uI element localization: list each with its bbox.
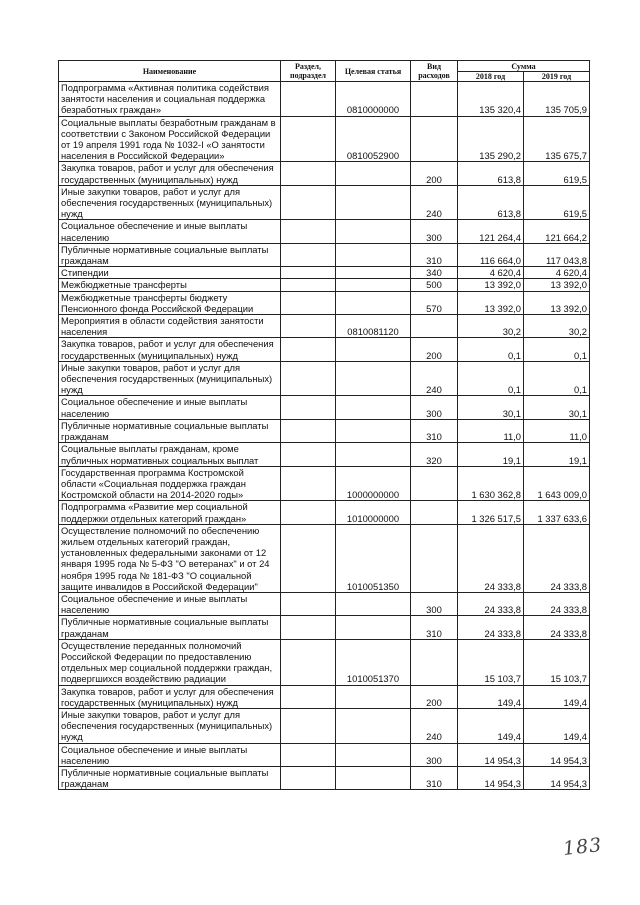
row-2018-cell: 24 333,8 (458, 616, 524, 639)
row-section-cell (281, 766, 336, 789)
table-row (59, 82, 590, 117)
row-article-cell: 1010000000 (336, 501, 411, 524)
row-2018-cell: 121 264,4 (458, 220, 524, 243)
row-section-cell (281, 243, 336, 266)
row-section-cell (281, 743, 336, 766)
row-2019-cell: 30,2 (524, 315, 590, 338)
row-2019-cell: 149,4 (524, 685, 590, 708)
handwritten-page-number: 183 (561, 834, 604, 860)
row-2018-cell: 13 392,0 (458, 291, 524, 314)
row-article-cell (336, 243, 411, 266)
row-article-cell: 1000000000 (336, 466, 411, 501)
row-2019-cell: 13 392,0 (524, 291, 590, 314)
row-type-cell (411, 501, 458, 524)
header-section: Раздел, подраздел (281, 61, 336, 82)
row-section-cell (281, 361, 336, 396)
row-2018-cell: 149,4 (458, 685, 524, 708)
row-2019-cell: 30,1 (524, 396, 590, 419)
row-2019-cell: 1 337 633,6 (524, 501, 590, 524)
row-type-cell (411, 116, 458, 162)
row-type-cell (411, 639, 458, 685)
row-type-cell (411, 82, 458, 117)
row-name-cell: Иные закупки товаров, работ и услуг для обеспечения государственных (муниципальных) нужд (59, 361, 281, 396)
row-name-cell: Осуществление переданных полномочий Российской Федерации по предоставлению отдельных мер социальной поддержки граждан, подвергшихся воздействию радиации (59, 639, 281, 685)
row-2019-cell: 135 705,9 (524, 82, 590, 117)
header-year-2019: 2019 год (524, 72, 590, 82)
row-name-cell: Социальное обеспечение и иные выплаты населению (59, 220, 281, 243)
row-type-cell: 240 (411, 185, 458, 220)
table-row (59, 185, 590, 220)
row-2018-cell: 30,2 (458, 315, 524, 338)
row-type-cell: 300 (411, 743, 458, 766)
row-name-cell: Закупка товаров, работ и услуг для обеспечения государственных (муниципальных) нужд (59, 162, 281, 185)
row-section-cell (281, 443, 336, 466)
row-name-cell: Публичные нормативные социальные выплаты гражданам (59, 766, 281, 789)
row-article-cell (336, 443, 411, 466)
row-name-cell: Иные закупки товаров, работ и услуг для обеспечения государственных (муниципальных) нужд (59, 185, 281, 220)
row-type-cell: 300 (411, 220, 458, 243)
header-year-2018: 2018 год (458, 72, 524, 82)
budget-table (58, 60, 590, 790)
row-section-cell (281, 616, 336, 639)
header-article: Целевая статья (336, 61, 411, 82)
row-2018-cell: 135 320,4 (458, 82, 524, 117)
row-name-cell: Государственная программа Костромской области «Социальная поддержка граждан Костромской области на 2014-2020 годы» (59, 466, 281, 501)
row-name-cell: Социальное обеспечение и иные выплаты населению (59, 396, 281, 419)
row-name-cell: Закупка товаров, работ и услуг для обеспечения государственных (муниципальных) нужд (59, 338, 281, 361)
row-section-cell (281, 639, 336, 685)
table-row (59, 291, 590, 314)
row-2018-cell: 30,1 (458, 396, 524, 419)
row-2018-cell: 0,1 (458, 361, 524, 396)
row-2019-cell: 14 954,3 (524, 766, 590, 789)
row-2018-cell: 116 664,0 (458, 243, 524, 266)
row-type-cell (411, 466, 458, 501)
row-article-cell: 0810081120 (336, 315, 411, 338)
table-row (59, 766, 590, 789)
table-row (59, 639, 590, 685)
row-name-cell: Мероприятия в области содействия занятости населения (59, 315, 281, 338)
row-2018-cell: 613,8 (458, 185, 524, 220)
row-2019-cell: 4 620,4 (524, 267, 590, 279)
table-body (59, 82, 590, 790)
row-2019-cell: 121 664,2 (524, 220, 590, 243)
row-2018-cell: 4 620,4 (458, 267, 524, 279)
row-type-cell: 310 (411, 419, 458, 442)
table-row (59, 116, 590, 162)
row-2019-cell: 117 043,8 (524, 243, 590, 266)
row-2018-cell: 15 103,7 (458, 639, 524, 685)
row-section-cell (281, 396, 336, 419)
table-row (59, 396, 590, 419)
row-name-cell: Межбюджетные трансферты бюджету Пенсионного фонда Российской Федерации (59, 291, 281, 314)
row-article-cell (336, 743, 411, 766)
row-article-cell (336, 616, 411, 639)
row-name-cell: Осуществление полномочий по обеспечению жильем отдельных категорий граждан, установленных федеральными законами от 12 января 1995 года № 5-ФЗ "О ветеранах" и от 24 ноября 1995 года № 181-ФЗ "О социальной защите инвалидов в Российской Федерации" (59, 524, 281, 592)
row-name-cell: Социальное обеспечение и иные выплаты населению (59, 592, 281, 615)
row-name-cell: Социальные выплаты гражданам, кроме публичных нормативных социальных выплат (59, 443, 281, 466)
table-row (59, 743, 590, 766)
row-2019-cell: 149,4 (524, 708, 590, 743)
row-article-cell: 0810000000 (336, 82, 411, 117)
row-2019-cell: 15 103,7 (524, 639, 590, 685)
row-section-cell (281, 279, 336, 291)
table-header (59, 61, 590, 82)
row-article-cell (336, 220, 411, 243)
row-name-cell: Социальные выплаты безработным гражданам в соответствии с Законом Российской Федерации от 19 апреля 1991 года № 1032-I «О занятости населения в Российской Федерации» (59, 116, 281, 162)
row-article-cell (336, 361, 411, 396)
row-section-cell (281, 501, 336, 524)
row-article-cell (336, 708, 411, 743)
row-type-cell (411, 315, 458, 338)
row-name-cell: Социальное обеспечение и иные выплаты населению (59, 743, 281, 766)
row-article-cell (336, 279, 411, 291)
row-type-cell: 300 (411, 592, 458, 615)
row-2018-cell: 613,8 (458, 162, 524, 185)
row-article-cell (336, 766, 411, 789)
header-type: Вид расходов (411, 61, 458, 82)
row-2019-cell: 135 675,7 (524, 116, 590, 162)
row-type-cell: 200 (411, 338, 458, 361)
row-article-cell (336, 267, 411, 279)
row-article-cell (336, 338, 411, 361)
row-article-cell: 1010051350 (336, 524, 411, 592)
row-article-cell (336, 419, 411, 442)
row-2018-cell: 149,4 (458, 708, 524, 743)
table-row (59, 419, 590, 442)
row-2019-cell: 619,5 (524, 185, 590, 220)
table-row (59, 616, 590, 639)
row-section-cell (281, 524, 336, 592)
row-name-cell: Иные закупки товаров, работ и услуг для обеспечения государственных (муниципальных) нужд (59, 708, 281, 743)
row-section-cell (281, 116, 336, 162)
table-row (59, 315, 590, 338)
table-row (59, 361, 590, 396)
row-article-cell (336, 685, 411, 708)
row-2019-cell: 0,1 (524, 361, 590, 396)
row-2019-cell: 24 333,8 (524, 592, 590, 615)
table-row (59, 685, 590, 708)
header-sum: Сумма (458, 61, 590, 72)
row-article-cell (336, 185, 411, 220)
row-name-cell: Межбюджетные трансферты (59, 279, 281, 291)
row-name-cell: Публичные нормативные социальные выплаты гражданам (59, 616, 281, 639)
row-article-cell (336, 291, 411, 314)
row-2019-cell: 24 333,8 (524, 616, 590, 639)
row-article-cell (336, 162, 411, 185)
row-section-cell (281, 185, 336, 220)
row-2018-cell: 1 326 517,5 (458, 501, 524, 524)
row-section-cell (281, 162, 336, 185)
table-row (59, 279, 590, 291)
row-2019-cell: 19,1 (524, 443, 590, 466)
row-type-cell: 340 (411, 267, 458, 279)
row-section-cell (281, 466, 336, 501)
row-type-cell: 310 (411, 243, 458, 266)
row-2019-cell: 619,5 (524, 162, 590, 185)
row-name-cell: Подпрограмма «Активная политика содействия занятости населения и социальная поддержка безработных граждан» (59, 82, 281, 117)
row-section-cell (281, 419, 336, 442)
row-section-cell (281, 338, 336, 361)
row-article-cell: 0810052900 (336, 116, 411, 162)
row-type-cell: 200 (411, 162, 458, 185)
row-type-cell: 200 (411, 685, 458, 708)
row-section-cell (281, 315, 336, 338)
row-2018-cell: 13 392,0 (458, 279, 524, 291)
table-row (59, 338, 590, 361)
row-2018-cell: 1 630 362,8 (458, 466, 524, 501)
row-section-cell (281, 291, 336, 314)
row-type-cell: 310 (411, 616, 458, 639)
table-row (59, 267, 590, 279)
row-name-cell: Закупка товаров, работ и услуг для обеспечения государственных (муниципальных) нужд (59, 685, 281, 708)
row-name-cell: Подпрограмма «Развитие мер социальной поддержки отдельных категорий граждан» (59, 501, 281, 524)
row-type-cell: 240 (411, 708, 458, 743)
row-2019-cell: 0,1 (524, 338, 590, 361)
row-section-cell (281, 685, 336, 708)
row-2018-cell: 11,0 (458, 419, 524, 442)
row-2018-cell: 14 954,3 (458, 743, 524, 766)
row-section-cell (281, 708, 336, 743)
row-2018-cell: 0,1 (458, 338, 524, 361)
row-article-cell (336, 396, 411, 419)
row-2018-cell: 19,1 (458, 443, 524, 466)
row-2018-cell: 24 333,8 (458, 524, 524, 592)
row-2018-cell: 14 954,3 (458, 766, 524, 789)
table-row (59, 243, 590, 266)
table-row (59, 501, 590, 524)
row-2019-cell: 24 333,8 (524, 524, 590, 592)
table-row (59, 708, 590, 743)
row-name-cell: Публичные нормативные социальные выплаты гражданам (59, 419, 281, 442)
table-row (59, 443, 590, 466)
row-section-cell (281, 220, 336, 243)
row-article-cell (336, 592, 411, 615)
row-section-cell (281, 267, 336, 279)
header-name: Наименование (59, 61, 281, 82)
row-name-cell: Публичные нормативные социальные выплаты гражданам (59, 243, 281, 266)
table-row (59, 162, 590, 185)
row-type-cell: 320 (411, 443, 458, 466)
row-article-cell: 1010051370 (336, 639, 411, 685)
row-type-cell: 300 (411, 396, 458, 419)
row-type-cell: 500 (411, 279, 458, 291)
row-type-cell (411, 524, 458, 592)
table-row (59, 592, 590, 615)
row-2019-cell: 11,0 (524, 419, 590, 442)
row-2019-cell: 14 954,3 (524, 743, 590, 766)
row-2019-cell: 1 643 009,0 (524, 466, 590, 501)
row-type-cell: 310 (411, 766, 458, 789)
table-row (59, 220, 590, 243)
row-section-cell (281, 82, 336, 117)
row-name-cell: Стипендии (59, 267, 281, 279)
table-row (59, 524, 590, 592)
row-type-cell: 570 (411, 291, 458, 314)
table-row (59, 466, 590, 501)
row-type-cell: 240 (411, 361, 458, 396)
row-2018-cell: 135 290,2 (458, 116, 524, 162)
row-2019-cell: 13 392,0 (524, 279, 590, 291)
row-2018-cell: 24 333,8 (458, 592, 524, 615)
row-section-cell (281, 592, 336, 615)
